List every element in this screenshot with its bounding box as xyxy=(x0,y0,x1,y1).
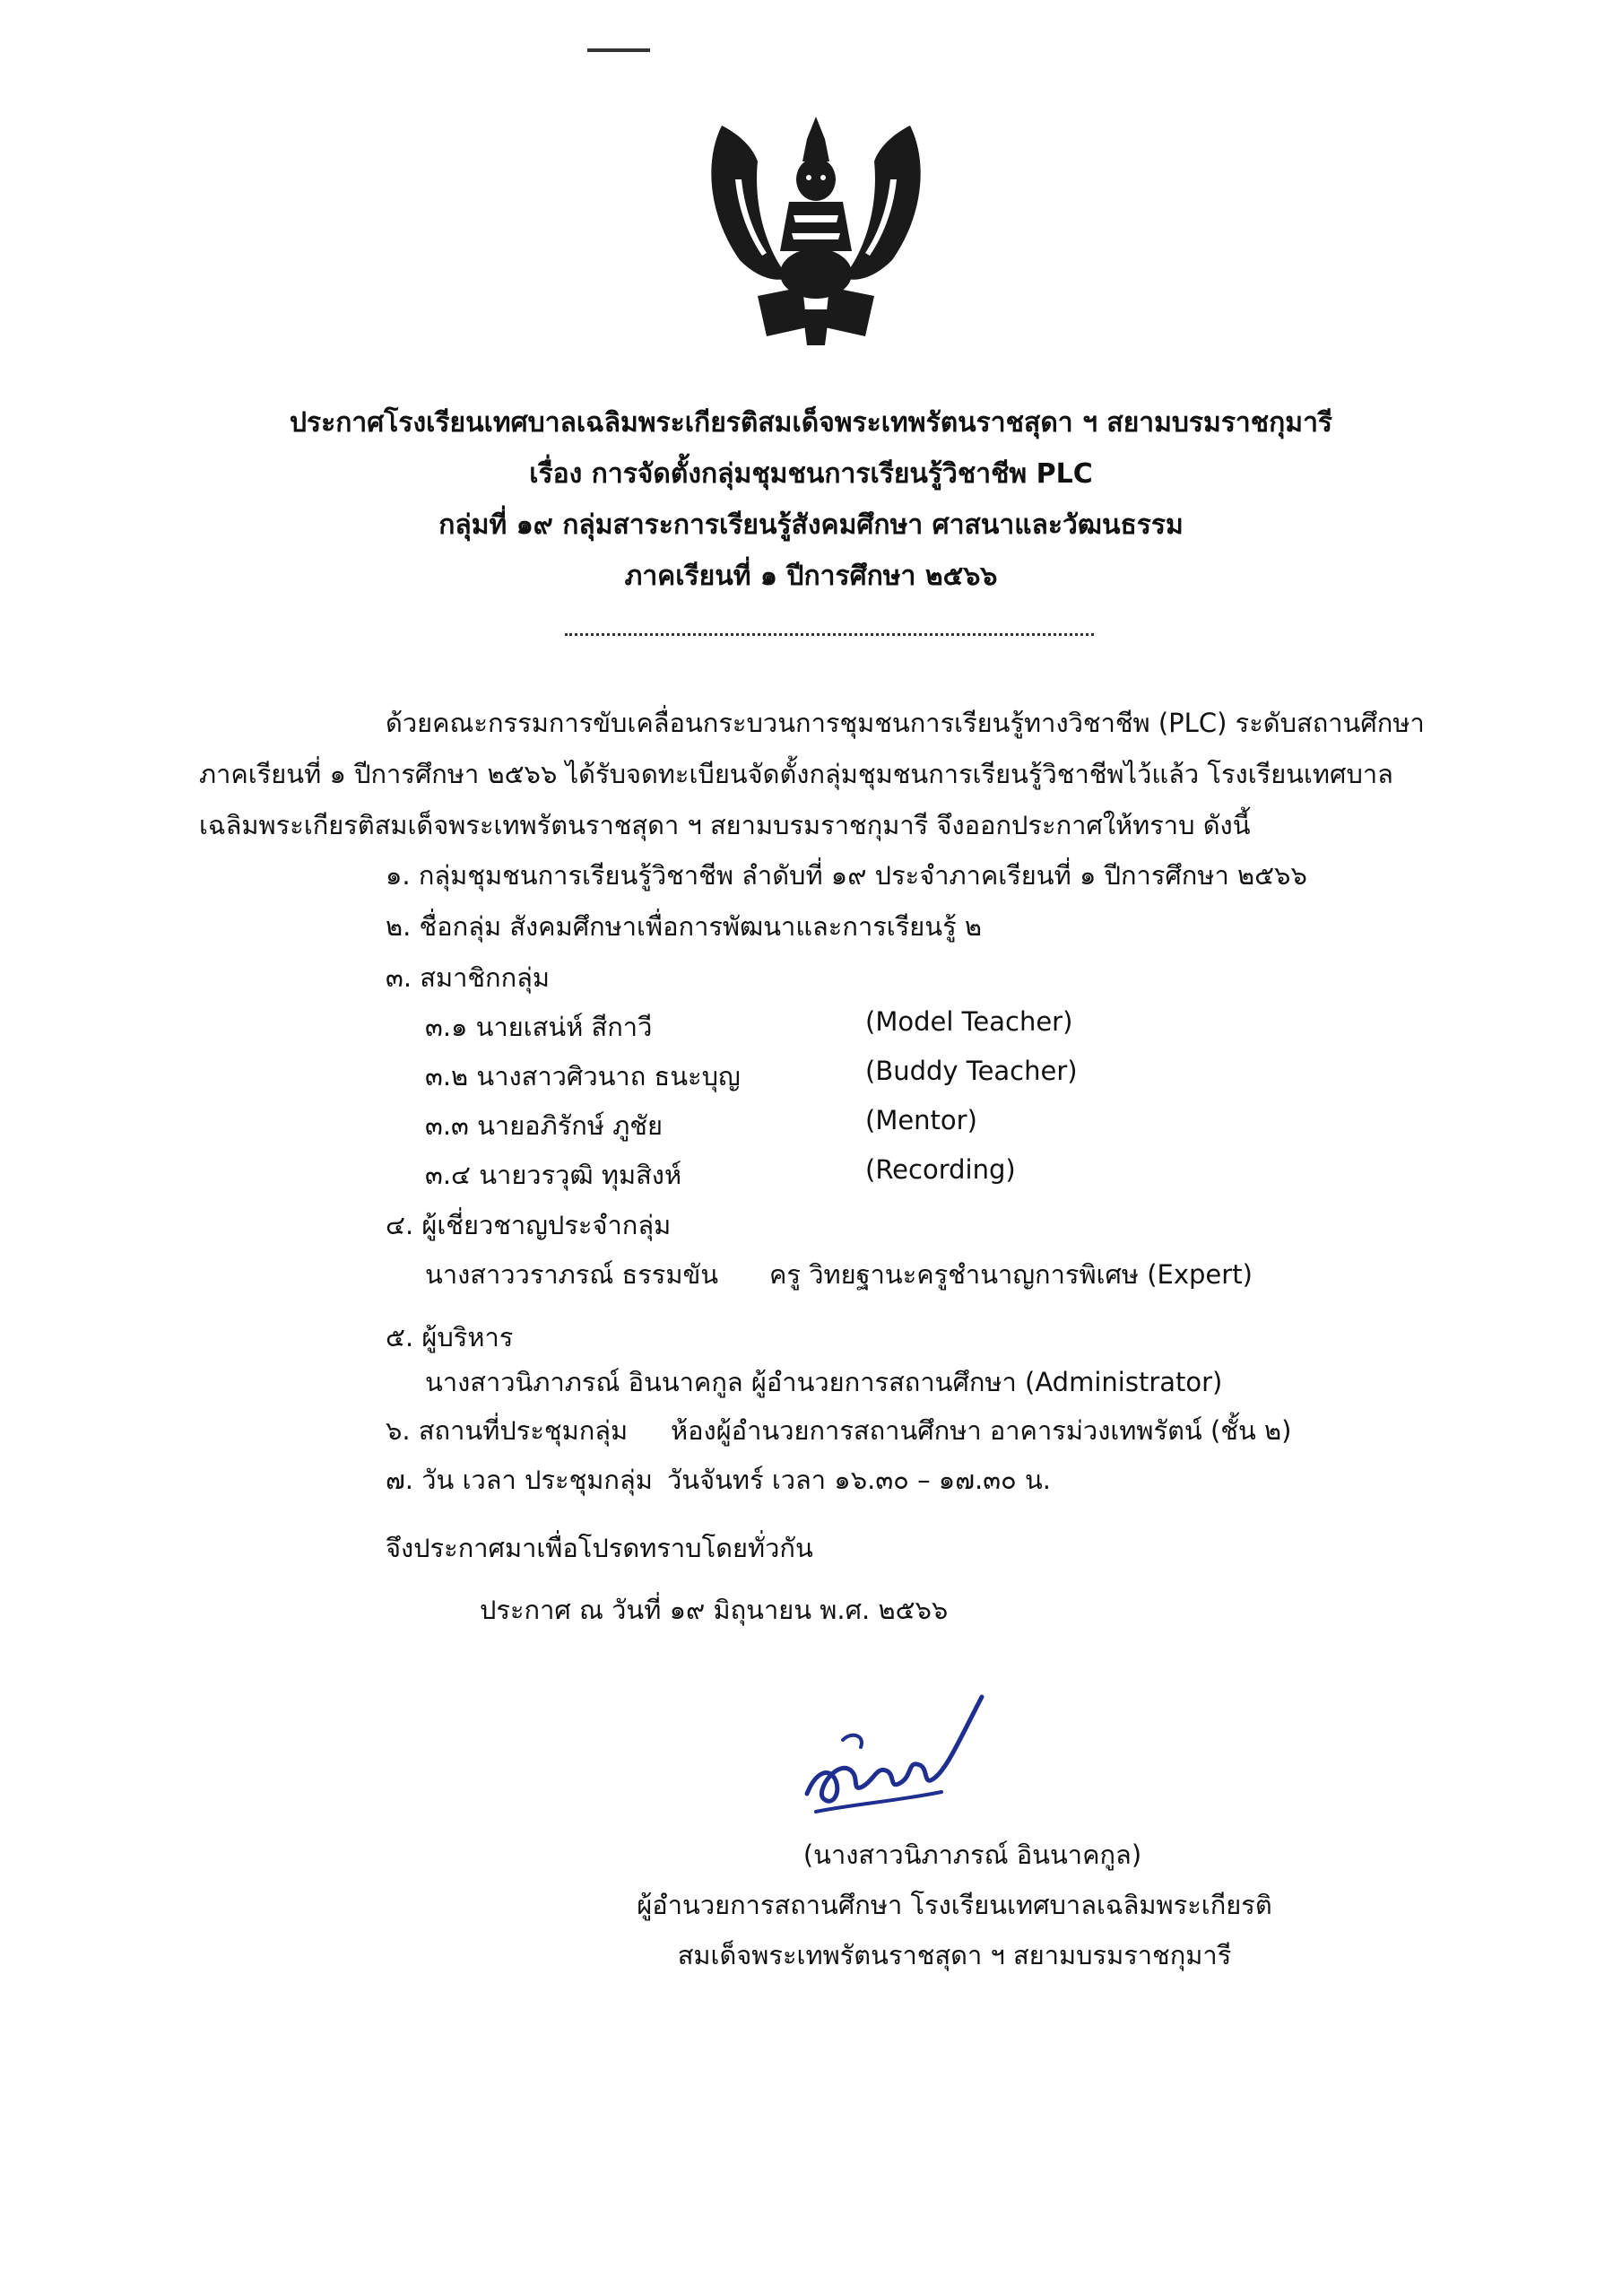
expert-role: ครู วิทยฐานะครูชำนาญการพิเศษ (Expert) xyxy=(769,1259,1253,1290)
item-7-value: วันจันทร์ เวลา ๑๖.๓๐ – ๑๗.๓๐ น. xyxy=(667,1465,1052,1495)
header-line-3-group: กลุ่มที่ ๑๙ กลุ่มสาระการเรียนรู้สังคมศึกษา ศาสนาและวัฒนธรรม xyxy=(438,509,1184,541)
member-2-role: (Buddy Teacher) xyxy=(865,1056,1078,1086)
item-5: ๕. ผู้บริหาร xyxy=(386,1322,514,1352)
member-1-role: (Model Teacher) xyxy=(865,1006,1073,1037)
signer-title-line-2: สมเด็จพระเทพรัตนราชสุดา ฯ สยามบรมราชกุมารี xyxy=(677,1940,1232,1970)
intro-line-1: ด้วยคณะกรรมการขับเคลื่อนกระบวนการชุมชนการเรียนรู้ทางวิชาชีพ (PLC) ระดับสถานศึกษา xyxy=(386,708,1425,738)
item-4: ๔. ผู้เชี่ยวชาญประจำกลุ่ม xyxy=(386,1210,672,1240)
intro-line-3: เฉลิมพระเกียรติสมเด็จพระเทพรัตนราชสุดา ฯ สยามบรมราชกุมารี จึงออกประกาศให้ทราบ ดังนี้ xyxy=(199,810,1251,840)
header-divider xyxy=(565,633,1094,636)
member-4-role: (Recording) xyxy=(865,1154,1016,1185)
header-line-1: ประกาศโรงเรียนเทศบาลเฉลิมพระเกียรติสมเด็จพระเทพรัตนราชสุดา ฯ สยามบรมราชกุมารี xyxy=(289,407,1333,439)
member-3-role: (Mentor) xyxy=(865,1105,977,1135)
item-1: ๑. กลุ่มชุมชนการเรียนรู้วิชาชีพ ลำดับที่ ๑๙ ประจำภาคเรียนที่ ๑ ปีการศึกษา ๒๕๖๖ xyxy=(386,860,1307,891)
expert-name: นางสาววราภรณ์ ธรรมขัน xyxy=(425,1259,719,1290)
member-3-name: ๓.๓ นายอภิรักษ์ ภูชัย xyxy=(425,1110,663,1141)
item-2: ๒. ชื่อกลุ่ม สังคมศึกษาเพื่อการพัฒนาและการเรียนรู้ ๒ xyxy=(386,911,983,942)
item-6-label: ๖. สถานที่ประชุมกลุ่ม xyxy=(386,1415,629,1446)
closing-statement: จึงประกาศมาเพื่อโปรดทราบโดยทั่วกัน xyxy=(386,1533,813,1563)
header-line-4-semester: ภาคเรียนที่ ๑ ปีการศึกษา ๒๕๖๖ xyxy=(624,561,998,592)
intro-line-2: ภาคเรียนที่ ๑ ปีการศึกษา ๒๕๖๖ ได้รับจดทะเบียนจัดตั้งกลุ่มชุมชนการเรียนรู้วิชาชีพไว้แล้ว โรงเรียนเทศบาล xyxy=(199,759,1393,789)
signature-icon xyxy=(789,1686,986,1821)
member-1-name: ๓.๑ นายเสน่ห์ สีกาวี xyxy=(425,1012,653,1042)
administrator-line: นางสาวนิภาภรณ์ อินนาคกูล ผู้อำนวยการสถานศึกษา (Administrator) xyxy=(425,1367,1223,1397)
announcement-date: ประกาศ ณ วันที่ ๑๙ มิถุนายน พ.ศ. ๒๕๖๖ xyxy=(480,1595,949,1625)
member-2-name: ๓.๒ นางสาวศิวนาถ ธนะบุญ xyxy=(425,1061,741,1091)
top-scan-mark xyxy=(587,48,650,52)
item-6-value: ห้องผู้อำนวยการสถานศึกษา อาคารม่วงเทพรัตน์ (ชั้น ๒) xyxy=(671,1415,1292,1446)
item-3: ๓. สมาชิกกลุ่ม xyxy=(386,962,551,993)
signer-title-line-1: ผู้อำนวยการสถานศึกษา โรงเรียนเทศบาลเฉลิมพระเกียรติ xyxy=(637,1890,1272,1920)
header-line-2-subject: เรื่อง การจัดตั้งกลุ่มชุมชนการเรียนรู้วิชาชีพ PLC xyxy=(529,458,1093,490)
member-4-name: ๓.๔ นายวรวุฒิ ทุมสิงห์ xyxy=(425,1160,682,1190)
garuda-emblem-icon xyxy=(704,108,928,350)
signer-name: (นางสาวนิภาภรณ์ อินนาคกูล) xyxy=(802,1839,1142,1870)
item-7-label: ๗. วัน เวลา ประชุมกลุ่ม xyxy=(386,1465,653,1495)
